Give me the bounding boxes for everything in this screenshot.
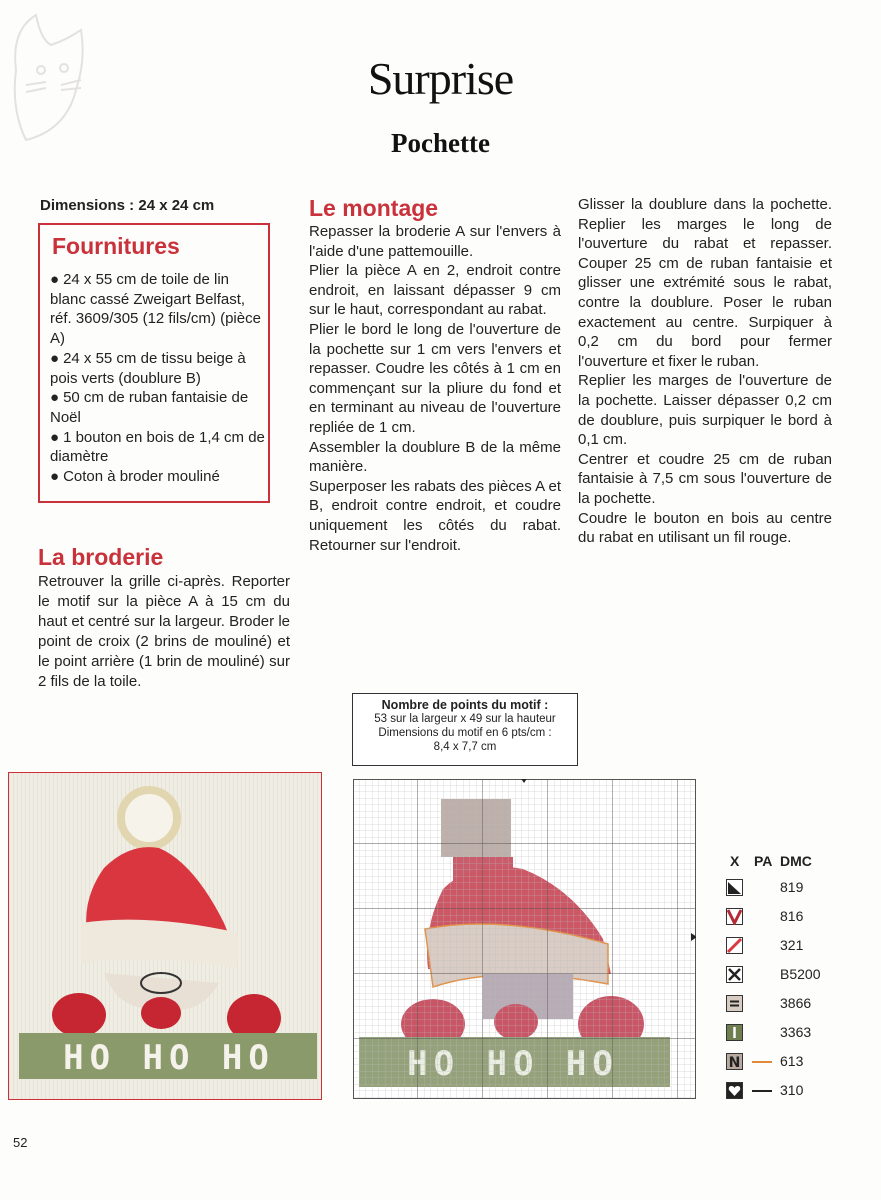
page-number: 52: [13, 1135, 28, 1150]
fournitures-item: ● 50 cm de ruban fantaisie de Noël: [50, 389, 249, 426]
page-title: Surprise: [367, 53, 514, 104]
legend-dmc: 3363: [780, 1024, 812, 1040]
bar-icon: [726, 1024, 743, 1041]
legend-dmc: 819: [780, 879, 804, 895]
fournitures-item: ● 1 bouton en bois de 1,4 cm de diamètre: [50, 428, 265, 466]
legend-row: [722, 995, 832, 1017]
broderie-heading: La broderie: [38, 544, 164, 570]
thread-legend: [722, 853, 832, 1098]
motif-info-line: 53 sur la largeur x 49 sur la hauteur: [374, 713, 556, 725]
montage-paragraph: Glisser la doublure dans la pochette. Replier les marges le long de l'ouverture du rabat et repasser. Couper 25 cm de ruban fantaisie et glisser une extrémité sous le rabat, contre la doublure. Poser le ruban exactement au centre. Surpiquer à 0,2 cm du bord pour fermer l'ouverture et fixer le ruban.: [578, 196, 832, 370]
diagonal-icon: [726, 937, 743, 954]
broderie-text: Retrouver la grille ci-après. Reporter le motif sur la pièce A à 15 cm du haut et centré sur la largeur. Broder le point de croix (2 brins de mouliné) et le point arrière (1 brin de mouliné) sur 2 fils de la toile.: [38, 573, 290, 690]
legend-header-dmc: DMC: [780, 853, 812, 869]
fournitures-item: ● 24 x 55 cm de toile de lin blanc cassé Zweigart Belfast, réf. 3609/305 (12 fils/cm) (pièce A): [50, 271, 261, 348]
montage-paragraph: Superposer les rabats des pièces A et B, endroit contre endroit, et coudre uniquement les côtés du rabat. Retourner sur l'endroit.: [309, 477, 561, 554]
legend-row: [722, 879, 832, 901]
n-symbol-icon: [726, 1053, 743, 1070]
fournitures-heading: Fournitures: [52, 233, 180, 259]
fournitures-list: [50, 270, 265, 487]
photo-hohoho-text: HO HO HO: [63, 1038, 275, 1078]
legend-row: [722, 1053, 832, 1075]
montage-paragraph: Assembler la doublure B de la même manière.: [309, 438, 561, 476]
motif-info-line: 8,4 x 7,7 cm: [433, 741, 497, 753]
montage-column-1: [309, 222, 561, 555]
fournitures-item: ● 24 x 55 cm de tissu beige à pois verts (doublure B): [50, 349, 246, 387]
cross-icon: [726, 966, 743, 983]
montage-paragraph: Plier le bord le long de l'ouverture de la pochette sur 1 cm vers l'envers et repasser. Coudre les côtés à 1 cm en commençant sur la pliure du fond et en terminant au niveau de l'ouverture repliée de 1 cm.: [309, 320, 561, 436]
legend-dmc: 816: [780, 908, 804, 924]
orange-line-icon: [752, 1061, 772, 1063]
legend-row: [722, 1082, 832, 1104]
montage-paragraph: Centrer et coudre 25 cm de ruban fantaisie à 7,5 cm sous l'ouverture de la pochette.: [578, 450, 832, 507]
embroidery-photo: [8, 772, 322, 1100]
corner-triangle-icon: [726, 879, 743, 896]
legend-header-pa: PA: [754, 853, 773, 869]
heart-icon: [726, 1082, 743, 1099]
fournitures-item: ● Coton à broder mouliné: [50, 468, 220, 486]
legend-dmc: 613: [780, 1053, 804, 1069]
legend-dmc: 310: [780, 1082, 804, 1098]
legend-dmc: B5200: [780, 966, 821, 982]
dimensions-text: Dimensions : 24 x 24 cm: [40, 197, 215, 214]
svg-text:N: N: [728, 1055, 741, 1070]
montage-heading: Le montage: [309, 195, 439, 221]
legend-row: [722, 966, 832, 988]
fournitures-box: [38, 223, 270, 503]
legend-row: [722, 1024, 832, 1046]
montage-paragraph: Plier la pièce A en 2, endroit contre endroit, en laissant dépasser 9 cm sur le haut, correspondant au rabat.: [309, 262, 561, 319]
legend-dmc: 3866: [780, 995, 812, 1011]
motif-info-line: Dimensions du motif en 6 pts/cm :: [378, 727, 552, 739]
montage-paragraph: Repasser la broderie A sur l'envers à l'aide d'une pattemouille.: [309, 223, 561, 260]
cross-stitch-chart: [353, 779, 696, 1099]
legend-header-x: X: [730, 853, 740, 869]
page-subtitle: Pochette: [391, 128, 490, 158]
equals-icon: [726, 995, 743, 1012]
legend-row: [722, 937, 832, 959]
montage-column-2: [578, 195, 832, 548]
motif-info-title: Nombre de points du motif :: [381, 698, 549, 712]
black-line-icon: [752, 1090, 772, 1092]
motif-info-box: [352, 693, 578, 766]
legend-dmc: 321: [780, 937, 804, 953]
legend-header: [722, 853, 832, 875]
v-mark-icon: [726, 908, 743, 925]
montage-paragraph: Replier les marges de l'ouverture de la pochette. Laisser dépasser 0,2 cm de doublure, puis surpiquer le bord à 0,1 cm.: [578, 372, 832, 449]
legend-row: [722, 908, 832, 930]
montage-paragraph: Coudre le bouton en bois au centre du rabat en utilisant un fil rouge.: [578, 509, 832, 547]
